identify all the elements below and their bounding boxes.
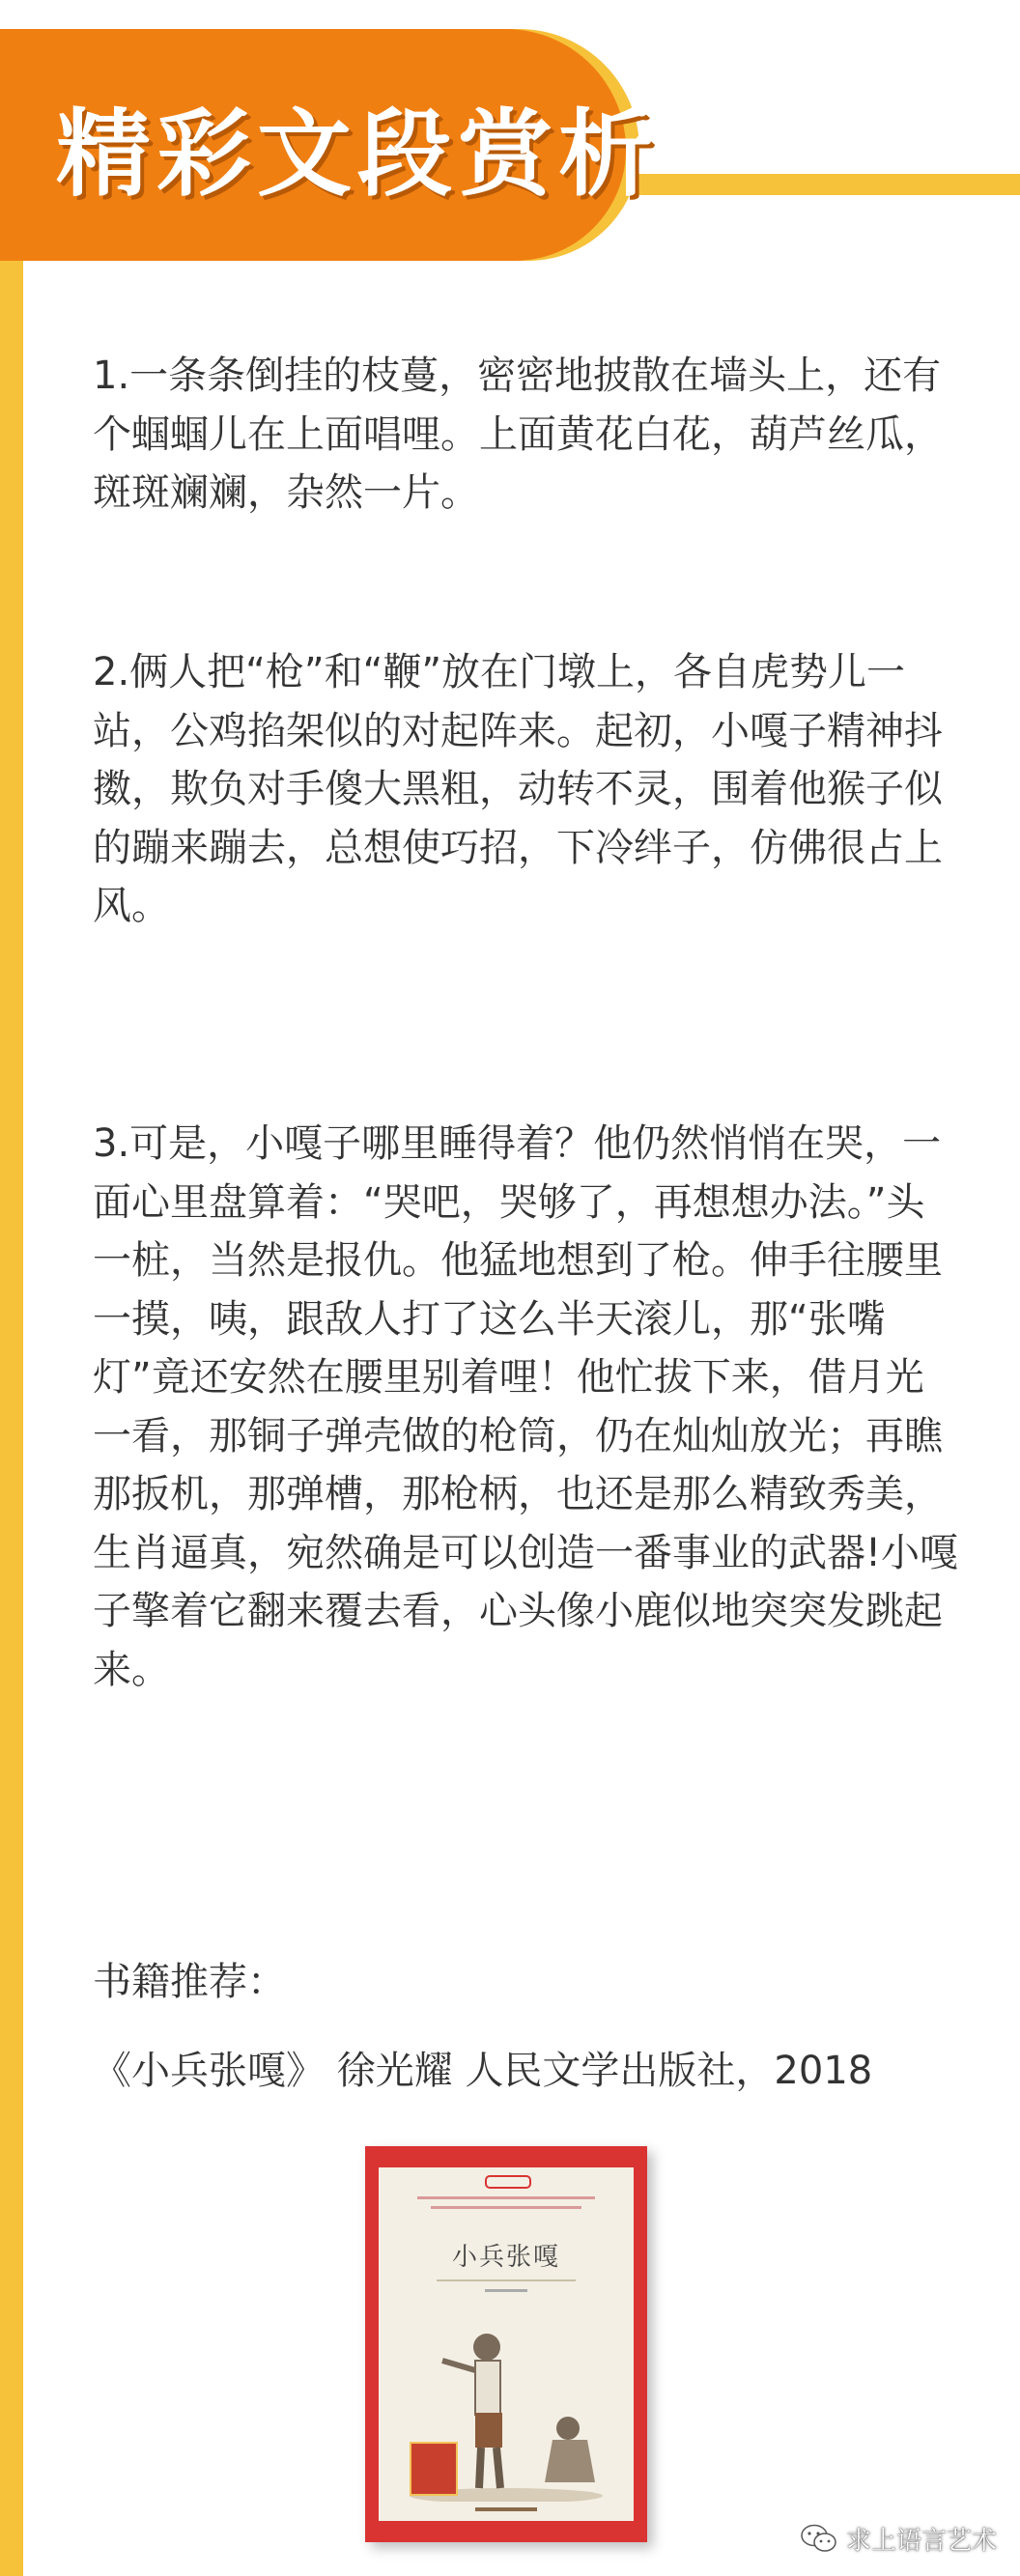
series-text-line [417, 2196, 595, 2199]
series-text-line [431, 2206, 581, 2209]
cover-author-line [485, 2289, 527, 2292]
paragraph-2: 2.俩人把“枪”和“鞭”放在门墩上，各自虎势儿一站，公鸡掐架似的对起阵来。起初，小嘎子精神抖擞，欺负对手傻大黑粗，动转不灵，围着他猴子似的蹦来蹦去，总想使巧招，下冷绊子，仿佛很占上风。 [93, 650, 943, 928]
series-logo-icon [485, 2175, 531, 2189]
wechat-icon [800, 2523, 838, 2554]
book-cover-image [365, 2146, 647, 2542]
publisher-mark [475, 2507, 537, 2511]
watermark-text: 求上语言艺术 [845, 2526, 997, 2556]
left-accent-bar [0, 145, 23, 2576]
paragraph-1: 1.一条条倒挂的枝蔓，密密地披散在墙头上，还有个蝈蝈儿在上面唱哩。上面黄花白花，葫芦丝瓜，斑斑斓斓，杂然一片。 [93, 354, 943, 515]
book-cover-panel [379, 2167, 634, 2521]
book-cover-title: 小兵张嘎 [451, 2243, 560, 2272]
page-title: 精彩文段赏析 [56, 99, 660, 210]
edition-seal-icon [410, 2442, 458, 2496]
recommendation-book: 《小兵张嘎》 徐光耀 人民文学出版社，2018 [93, 2049, 873, 2093]
recommendation-label: 书籍推荐： [93, 1960, 286, 2004]
cover-divider [437, 2279, 576, 2281]
watermark [800, 2519, 997, 2558]
paragraph-3: 3.可是，小嘎子哪里睡得着？他仍然悄悄在哭，一面心里盘算着：“哭吧，哭够了，再想想办法。”头一桩，当然是报仇。他猛地想到了枪。伸手往腰里一摸，咦，跟敌人打了这么半天滚儿，那“张嘴灯”竟还安然在腰里别着哩！他忙拔下来，借月光一看，那铜子弹壳做的枪筒，仍在灿灿放光；再瞧那扳机，那弹槽，那枪柄，也还是那么精致秀美，生肖逼真，宛然确是可以创造一番事业的武器!小嘎子擎着它翻来覆去看，心头像小鹿似地突突发跳起来。 [93, 1121, 959, 1692]
